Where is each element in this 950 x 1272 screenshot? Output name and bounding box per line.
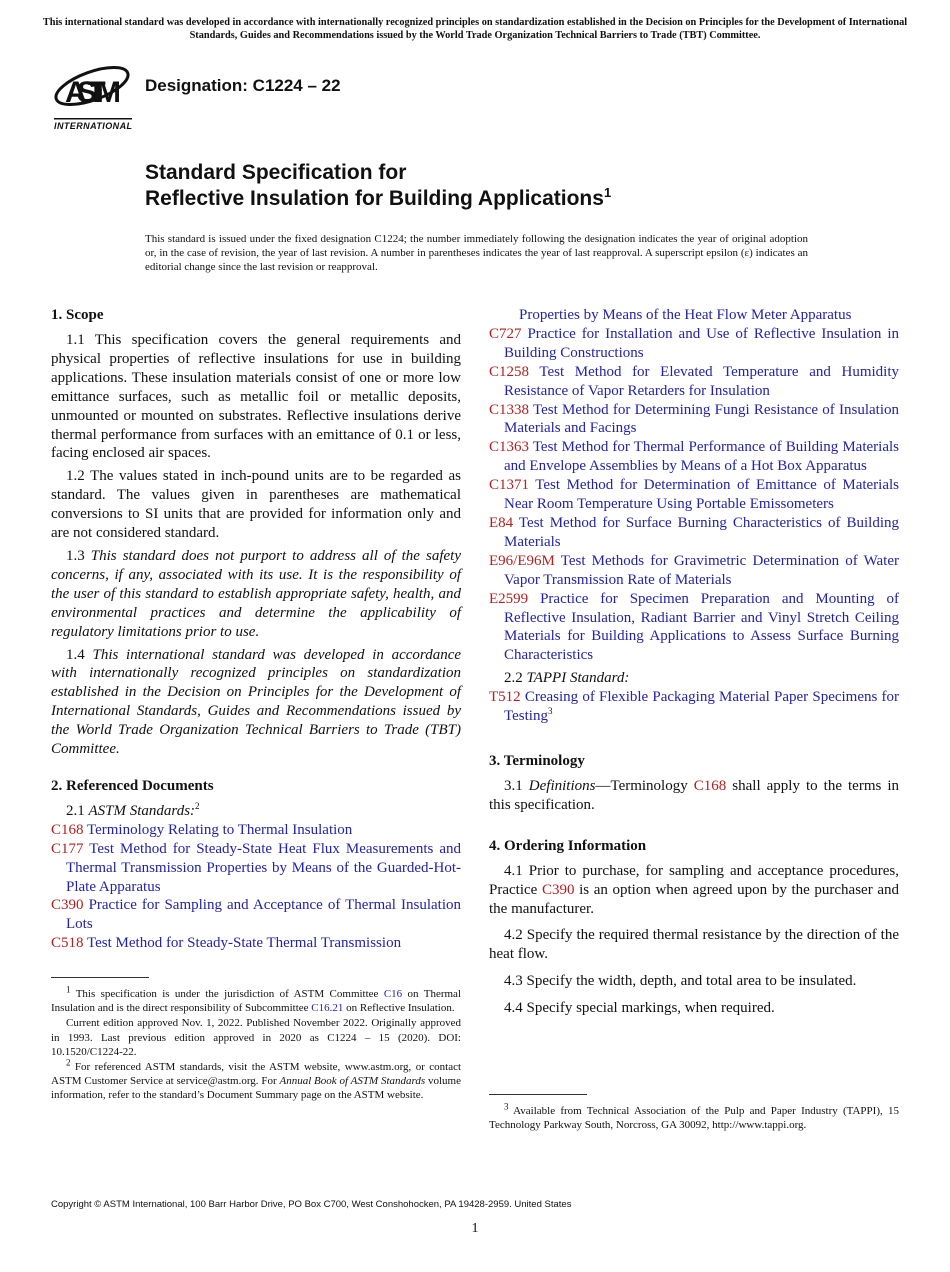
reference-code[interactable]: C1363	[489, 439, 530, 456]
footnote-marker[interactable]: 3	[547, 706, 553, 717]
reference-title[interactable]: Test Method for Steady-State Heat Flux Measurements and Thermal Transmission Properties by Means of the Guarded-Hot-Plate Apparatus	[66, 840, 462, 895]
reference-entry[interactable]	[489, 552, 899, 590]
footnote-rule	[489, 1094, 587, 1095]
footnote-number: 2	[66, 1057, 71, 1068]
reference-entry[interactable]	[51, 934, 461, 953]
footnote-text: This specification is under the jurisdiction of ASTM Committee	[75, 988, 384, 1000]
paragraph-number: 2.1	[66, 802, 85, 819]
footnote-text: For referenced ASTM standards, visit the ASTM website, www.astm.org, or contact ASTM Customer Service at service@astm.org. For	[51, 1061, 462, 1088]
paragraph-number: 2.2	[504, 670, 523, 687]
section-heading: 4. Ordering Information	[489, 837, 647, 854]
reference-entry[interactable]	[489, 363, 899, 401]
section-scope	[51, 306, 461, 759]
reference-code[interactable]: C177	[51, 840, 84, 857]
section-heading: 1. Scope	[51, 307, 104, 323]
reference-title[interactable]: Test Method for Thermal Performance of Building Materials and Envelope Assemblies by Means of a Hot Box Apparatus	[504, 439, 899, 475]
committee-link[interactable]: C16	[383, 988, 403, 1000]
reference-link[interactable]: C168	[693, 777, 727, 794]
astm-logo	[52, 56, 134, 132]
reference-code[interactable]: C168	[51, 821, 84, 838]
footnote-number: 3	[504, 1101, 509, 1112]
paragraph: 4.4 Specify special markings, when required.	[504, 1000, 775, 1017]
footnotes-left	[51, 984, 462, 1104]
paragraph: This standard does not purport to address all of the safety concerns, if any, associated with its use. It is the responsibility of the user of this standard to establish appropriate safety, health, and environmental practices and determine the applicability of regulatory limitations prior to use.	[51, 547, 461, 640]
footnote-rule	[51, 977, 149, 978]
reference-title[interactable]: Test Method for Steady-State Thermal Transmission	[87, 935, 402, 952]
paragraph-text: shall apply to the terms in this specification.	[489, 777, 900, 813]
reference-entry[interactable]	[489, 401, 899, 439]
term: Definitions	[528, 777, 596, 794]
paragraph-number: 1.3	[66, 547, 85, 564]
designation-abstract: This standard is issued under the fixed designation C1224; the number immediately following the designation indicates the year of original adoption or, in the case of revision, the year of last revision. A number in parentheses indicates the year of last reapproval. A superscript epsilon (ε) indicates an editorial change since the last revision or reapproval.	[145, 233, 808, 273]
reference-code[interactable]: C1371	[489, 477, 530, 494]
reference-title[interactable]: Practice for Specimen Preparation and Mounting of Reflective Insulation, Radiant Barrier and Vinyl Stretch Ceiling Materials for Building Applications to Assess Surface Burning Characteristics	[504, 590, 899, 664]
svg-text:ASTM: ASTM	[65, 76, 121, 109]
reference-code[interactable]: E84	[489, 514, 514, 531]
reference-entry[interactable]	[51, 840, 461, 897]
reference-entry[interactable]	[489, 688, 899, 726]
reference-title[interactable]: Test Method for Determining Fungi Resistance of Insulation Materials and Facings	[504, 401, 899, 437]
paragraph: 4.3 Specify the width, depth, and total area to be insulated.	[504, 973, 857, 990]
reference-title[interactable]: Practice for Sampling and Acceptance of Thermal Insulation Lots	[66, 897, 461, 933]
section-heading: 2. Referenced Documents	[51, 777, 214, 794]
paragraph-text: —Terminology	[595, 777, 694, 794]
paragraph: 1.2 The values stated in inch-pound units are to be regarded as standard. The values given in parentheses are mathematical conversions to SI units that are provided for information only and are not considered standard.	[51, 468, 461, 542]
page-number: 1	[471, 1221, 479, 1236]
footnote-text: Available from Technical Association of the Pulp and Paper Industry (TAPPI), 15 Technology Parkway South, Norcross, GA 30092, http://www.tappi.org.	[489, 1105, 899, 1132]
paragraph-number: 3.1	[504, 777, 523, 794]
subcommittee-link[interactable]: C16.21	[311, 1002, 344, 1015]
subheading: ASTM Standards:	[88, 802, 196, 819]
paragraph: This international standard was developed in accordance with internationally recognized principles on standardization established in the Decision on Principles for the Development of International Standards, Guides and Recommendations issued by the World Trade Organization Technical Barriers to Trade (TBT) Committee.	[51, 646, 462, 758]
reference-entry[interactable]	[489, 325, 899, 363]
reference-title[interactable]: Test Method for Surface Burning Characteristics of Building Materials	[504, 514, 899, 550]
footnote-marker[interactable]: 2	[195, 800, 200, 811]
copyright: Copyright © ASTM International, 100 Barr Harbor Drive, PO Box C700, West Conshohocken, PA 19428-2959. United States	[51, 1199, 572, 1210]
reference-entry[interactable]	[51, 821, 461, 840]
reference-entry[interactable]	[489, 476, 899, 514]
reference-code[interactable]: C1338	[489, 401, 530, 418]
paragraph: 4.2 Specify the required thermal resistance by the direction of the heat flow.	[489, 927, 899, 963]
section-ordering-information	[489, 837, 899, 1018]
svg-text:INTERNATIONAL: INTERNATIONAL	[54, 121, 132, 131]
paragraph-text: 4.1 Prior to purchase, for sampling and acceptance procedures, Practice	[489, 862, 899, 898]
reference-title[interactable]: Creasing of Flexible Packaging Material Paper Specimens for Testing	[504, 689, 900, 725]
reference-code[interactable]: E2599	[489, 590, 529, 607]
footnote-marker[interactable]: 1	[603, 185, 612, 200]
paragraph-number: 1.4	[66, 646, 85, 663]
reference-code[interactable]: C518	[51, 935, 84, 952]
subheading: TAPPI Standard:	[526, 670, 630, 687]
reference-entry[interactable]	[489, 438, 899, 476]
reference-code[interactable]: C1258	[489, 363, 530, 380]
document-title	[145, 160, 611, 212]
reference-entry[interactable]	[489, 590, 899, 666]
section-heading: 3. Terminology	[489, 752, 585, 769]
reference-title[interactable]: Test Methods for Gravimetric Determination of Water Vapor Transmission Rate of Materials	[504, 552, 899, 588]
referenced-documents-continued	[489, 306, 899, 726]
reference-code[interactable]: C727	[489, 325, 522, 342]
footnote-text: on Thermal Insulation and is the direct responsibility of Subcommittee	[51, 988, 461, 1015]
tbt-notice: This international standard was developed in accordance with internationally recognized principles on standardization established in the Decision on Principles for the Development of International Standards, Guides and Recommendations issued by the World Trade Organization Technical Barriers to Trade (TBT) Committee.	[42, 17, 908, 41]
footnote-text: Annual Book of ASTM Standards	[279, 1075, 426, 1088]
designation: Designation: C1224 – 22	[145, 76, 341, 95]
footnote-number: 1	[66, 984, 71, 995]
reference-code[interactable]: E96/E96M	[489, 552, 555, 569]
reference-title-continued[interactable]: Properties by Means of the Heat Flow Meter Apparatus	[519, 307, 852, 323]
section-terminology	[489, 752, 899, 815]
paragraph: 1.1 This specification covers the general requirements and physical properties of reflective insulations for use in building applications. These insulation materials consist of one or more low emittance surfaces, such as metallic foil or metallic deposits, unmounted or mounted on substrates. Reflective insulations derive thermal performance from surfaces with an emittance of 0.1 or less, facing enclosed air spaces.	[51, 332, 461, 462]
footnote-text: on Reflective Insulation.	[343, 1002, 455, 1015]
edition-note: Current edition approved Nov. 1, 2022. Published November 2022. Originally approved in 1993. Last previous edition approved in 2020 as C1224 – 15 (2020). DOI: 10.1520/C1224-22.	[51, 1017, 461, 1058]
reference-entry[interactable]	[51, 896, 461, 934]
section-referenced-documents	[51, 777, 461, 953]
reference-entry[interactable]	[489, 514, 899, 552]
reference-title[interactable]: Test Method for Determination of Emittance of Materials Near Room Temperature Using Portable Emissometers	[504, 477, 899, 513]
reference-title[interactable]: Test Method for Elevated Temperature and Humidity Resistance of Vapor Retarders for Insulation	[504, 363, 899, 399]
reference-code[interactable]: C390	[51, 897, 84, 914]
title-line-2: Reflective Insulation for Building Applications	[145, 187, 604, 210]
paragraph-text: is an option when agreed upon by the purchaser and the manufacturer.	[489, 881, 899, 917]
footnotes-right	[489, 1101, 899, 1133]
right-column	[489, 306, 899, 1036]
reference-code[interactable]: T512	[489, 689, 521, 706]
reference-link[interactable]: C390	[541, 881, 575, 898]
left-column	[51, 306, 461, 971]
footnote-text: volume information, refer to the standard’s Document Summary page on the ASTM website.	[51, 1075, 461, 1102]
reference-title[interactable]: Practice for Installation and Use of Reflective Insulation in Building Constructions	[504, 325, 899, 361]
reference-title[interactable]: Terminology Relating to Thermal Insulation	[87, 821, 353, 838]
title-line-1: Standard Specification for	[145, 161, 407, 184]
